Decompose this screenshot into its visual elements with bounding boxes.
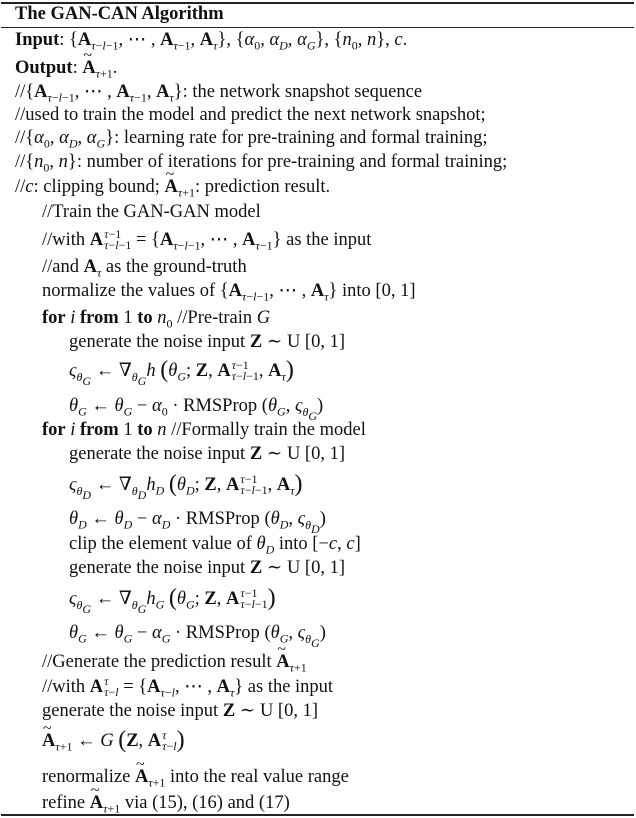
renormalize-text: renormalize xyxy=(42,767,135,787)
renormalize-line: renormalize ~ $A_{\tau+1}$ into the real value range xyxy=(42,766,349,788)
real-range-text: into the real value range xyxy=(165,767,349,787)
gen-noise-text-2: generate the noise input xyxy=(69,444,250,464)
from-keyword-2: from xyxy=(80,420,119,440)
comment-used-to-train: //used to train the model and predict the next network snapshot; xyxy=(15,105,486,125)
comment-clipping: //c: clipping bound; ~ $A_{\tau+1}$: prediction result. xyxy=(15,176,330,198)
algorithm-title: The GAN-CAN Algorithm xyxy=(15,4,224,24)
grad-d-line: $\varsigma_{\theta D}$ ← $\nabla_{\theta D}h_D$ ($\theta_D$; Z, A τ−1 τ−l−1 , $A_\tau$) xyxy=(69,471,303,502)
uniform-dist-2: U [0, 1] xyxy=(286,444,345,464)
with-text-2: //with xyxy=(42,677,90,697)
output-label: Output xyxy=(15,58,73,78)
formal-comment: //Formally train the model xyxy=(166,420,366,440)
as-input-text: as the input xyxy=(281,230,372,250)
via-text: via (15), (16) and (17) xyxy=(120,793,290,813)
gen-noise-text: generate the noise input xyxy=(69,332,250,352)
as-input-text-2: as the input xyxy=(243,677,334,697)
gen-noise-line-3: generate the noise input Z ∼ U [0, 1] xyxy=(69,558,345,578)
gen-noise-line-4: generate the noise input Z ∼ U [0, 1] xyxy=(42,701,318,721)
lr-desc: : learning rate for pre-training and formal training; xyxy=(114,128,488,148)
bottom-rule xyxy=(1,814,634,816)
comment-train: //Train the GAN-GAN model xyxy=(42,202,261,222)
normalize-line: normalize the values of {$A_{\tau-l-1}$, ⋯ , $A_\tau$} into [0, 1] xyxy=(42,281,416,304)
from-keyword: from xyxy=(80,308,119,328)
into-text: into xyxy=(274,534,313,554)
seq-desc: : the network snapshot sequence xyxy=(182,82,423,102)
grad-g-pretrain-line: $\varsigma_{\theta G}$ ← $\nabla_{\theta G}h$ ($\theta_G$; Z, A τ−1 τ−l−1 , $A_\tau$) xyxy=(69,357,294,388)
into-01-text: into [0, 1] xyxy=(337,281,416,301)
input-label: Input xyxy=(15,30,60,50)
uniform-dist-3: U [0, 1] xyxy=(286,558,345,578)
and-text: //and xyxy=(42,257,84,277)
clip-desc: : clipping bound; xyxy=(33,177,165,197)
iter-desc: : number of iterations for pre-training and formal training; xyxy=(76,152,508,172)
with-text: //with xyxy=(42,230,90,250)
to-keyword: to xyxy=(137,308,153,328)
comment-iterations: $//\{n_0$, n}: number of iterations for pre-training and formal training; xyxy=(15,152,508,175)
grad-g-formal-line: $\varsigma_{\theta G}$ ← $\nabla_{\theta G}h_G$ ($\theta_G$; Z, A τ−1 τ−l−1 ) xyxy=(69,585,276,616)
refine-text: refine xyxy=(42,793,90,813)
gen-noise-line-1: generate the noise input Z ∼ U [0, 1] xyxy=(69,332,345,352)
for-keyword-2: for xyxy=(42,420,66,440)
to-keyword-2: to xyxy=(137,420,153,440)
comment-sequence: $//\{A_{\tau-l-1}$, ⋯ , $A_{\tau-1}$, $A_\tau$}: the network snapshot sequence xyxy=(15,82,423,105)
output-line: Output: ~ $A_{\tau+1}$. xyxy=(15,57,117,79)
comment-with-input: //with A τ−1 τ−l−1 = {$A_{\tau-l-1}$, ⋯ , $A_{\tau-1}$} as the input xyxy=(42,226,372,253)
gen-noise-line-2: generate the noise input Z ∼ U [0, 1] xyxy=(69,444,345,464)
gen-noise-text-3: generate the noise input xyxy=(69,558,250,578)
clip-line: clip the element value of $\theta_D$ into [−c, c] xyxy=(69,534,361,557)
pred-desc: : prediction result. xyxy=(195,177,331,197)
normalize-text: normalize the values of xyxy=(42,281,220,301)
gen-pred-text: //Generate the prediction result xyxy=(42,652,277,672)
ground-truth-text: as the ground-truth xyxy=(101,257,247,277)
prediction-line: ~ $A_{\tau+1}$ ← G (Z, A τ τ−l ) xyxy=(42,730,185,752)
refine-line: refine ~ $A_{\tau+1}$ via (15), (16) and (17) xyxy=(42,792,290,814)
for-pretrain-line: for i from 1 to $n_0$ //Pre-train G xyxy=(42,308,271,331)
comment-generate-prediction: //Generate the prediction result ~ $A_{\tau+1}$ xyxy=(42,651,307,673)
rmsprop-1: RMSProp xyxy=(183,396,258,416)
comment-learning-rate: $//\{\alpha_0$, $\alpha_D$, $\alpha_G$}: learning rate for pre-training and formal training; xyxy=(15,128,488,151)
uniform-dist-4: U [0, 1] xyxy=(259,701,318,721)
rmsprop-3: RMSProp xyxy=(185,623,260,643)
rmsprop-2: RMSProp xyxy=(185,509,260,529)
update-g-pretrain-line: $\theta_G$ ← $\theta_G - \alpha_0$ · RMSProp ($\theta_G$, $\varsigma_{\theta G}$) xyxy=(69,396,324,423)
update-d-line: $\theta_D$ ← $\theta_D - \alpha_D$ · RMSProp ($\theta_D$, $\varsigma_{\theta D}$) xyxy=(69,509,326,536)
for-keyword: for xyxy=(42,308,66,328)
comment-with-input-2: //with A τ τ−l = {$A_{\tau-l}$, ⋯ , $A_\tau$} as the input xyxy=(42,673,334,700)
input-line: Input: {$A_{\tau-l-1}$, ⋯ , $A_{\tau-1}$, $A_\tau$}, {$\alpha_0$, $\alpha_D$, $\alpha_G$}, {$n_0$, n}, c. xyxy=(15,30,408,53)
uniform-dist: U [0, 1] xyxy=(286,332,345,352)
for-formal-line: for i from 1 to n //Formally train the model xyxy=(42,420,366,440)
gen-noise-text-4: generate the noise input xyxy=(42,701,223,721)
title-rule xyxy=(1,27,634,28)
update-g-formal-line: $\theta_G$ ← $\theta_G - \alpha_G$ · RMSProp ($\theta_G$, $\varsigma_{\theta G}$) xyxy=(69,623,326,650)
comment-and-ground-truth: //and $A_\tau$ as the ground-truth xyxy=(42,257,247,280)
clip-text: clip the element value of xyxy=(69,534,257,554)
pretrain-comment: //Pre-train xyxy=(172,308,257,328)
